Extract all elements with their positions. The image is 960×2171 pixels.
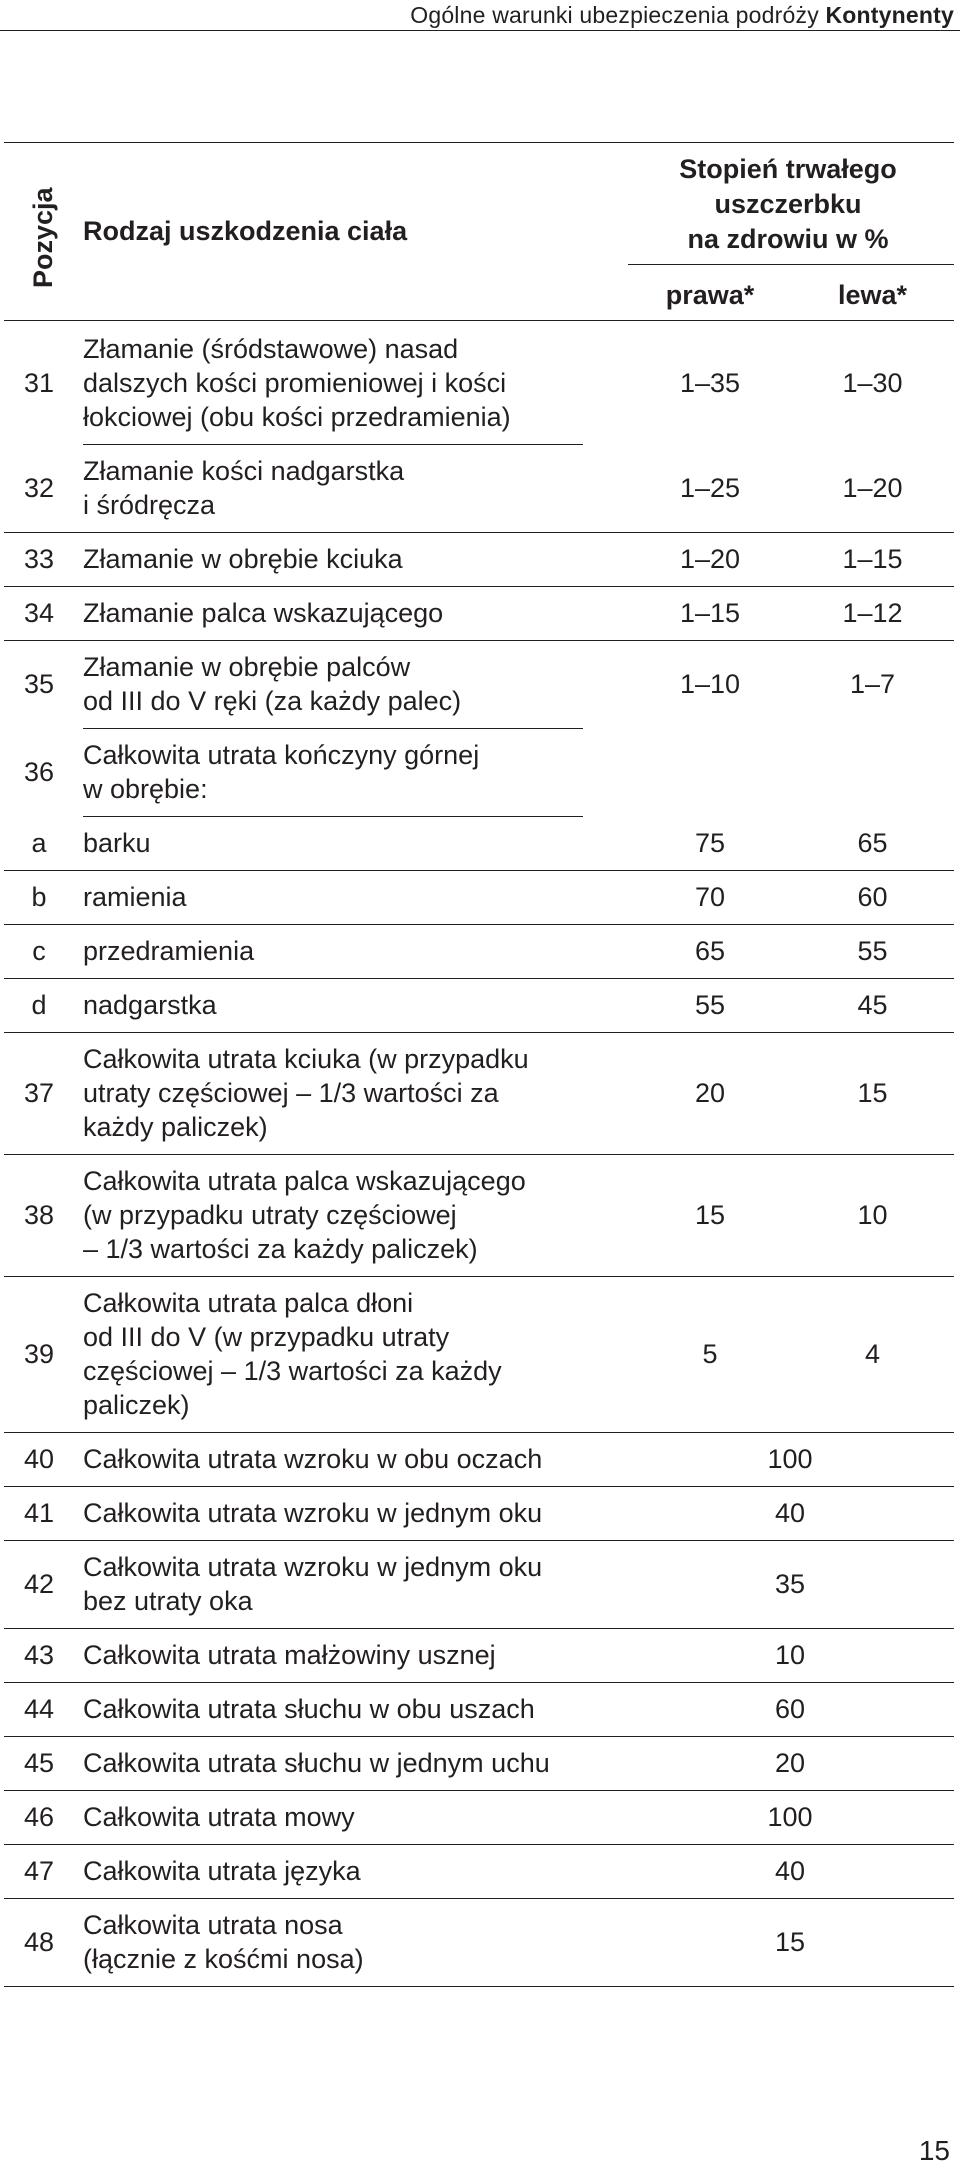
row-position: 38: [23, 1200, 55, 1230]
row-description-line: ramienia: [83, 882, 187, 912]
row-value-right: 1–20: [679, 544, 741, 574]
column-header-degree-3: na zdrowiu w %: [687, 224, 889, 254]
row-value-left: 15: [857, 1078, 888, 1108]
row-description-line: Całkowita utrata języka: [83, 1856, 361, 1886]
header-bottom-rule: [4, 320, 954, 321]
row-divider: [4, 1844, 954, 1845]
row-divider: [4, 1682, 954, 1683]
row-description-line: Całkowita utrata nosa: [83, 1910, 343, 1940]
column-header-right: prawa*: [665, 280, 755, 310]
row-description-line: bez utraty oka: [83, 1586, 253, 1616]
row-value-right: 75: [694, 828, 726, 858]
row-divider: [4, 640, 954, 641]
row-value-both: 100: [767, 1802, 813, 1832]
row-description-line: Złamanie palca wskazującego: [83, 598, 444, 628]
row-description-line: od III do V ręki (za każdy palec): [83, 686, 462, 716]
row-description-line: Całkowita utrata wzroku w obu oczach: [83, 1444, 543, 1474]
row-divider: [4, 1032, 954, 1033]
page-number: 15: [918, 2135, 950, 2166]
row-description-line: od III do V (w przypadku utraty: [83, 1322, 450, 1352]
row-position: a: [31, 828, 47, 858]
column-header-position: Pozycja: [28, 187, 58, 288]
row-description-line: i śródręcza: [83, 490, 216, 520]
row-description-line: nadgarstka: [83, 990, 217, 1020]
row-value-right: 65: [694, 936, 726, 966]
row-divider: [4, 870, 954, 871]
column-header-degree-1: Stopień trwałego: [679, 154, 897, 184]
row-divider: [4, 1736, 954, 1737]
row-value-left: 1–12: [842, 598, 903, 628]
row-value-both: 20: [774, 1748, 806, 1778]
row-description-line: dalszych kości promieniowej i kości: [83, 368, 507, 398]
row-position: 31: [23, 368, 55, 398]
row-description-line: barku: [83, 828, 151, 858]
row-description-line: Całkowita utrata wzroku w jednym oku: [83, 1498, 543, 1528]
row-value-both: 35: [774, 1569, 806, 1599]
row-divider: [4, 1432, 954, 1433]
row-position: 47: [23, 1856, 55, 1886]
row-position: 44: [23, 1694, 55, 1724]
table-bottom-rule: [4, 1986, 954, 1987]
row-divider: [4, 978, 954, 979]
row-divider: [83, 816, 583, 817]
row-description-line: paliczek): [83, 1390, 190, 1420]
row-description-line: Całkowita utrata słuchu w jednym uchu: [83, 1748, 550, 1778]
row-value-left: 45: [857, 990, 888, 1020]
row-description-line: (łącznie z kośćmi nosa): [83, 1944, 364, 1974]
row-value-left: 1–7: [849, 669, 896, 699]
row-divider: [4, 532, 954, 533]
row-divider: [4, 924, 954, 925]
row-position: 40: [23, 1444, 55, 1474]
table-top-rule: [4, 142, 954, 143]
row-description-line: Całkowita utrata kończyny górnej: [83, 740, 480, 770]
row-value-both: 40: [774, 1856, 806, 1886]
row-description-line: Całkowita utrata mowy: [83, 1802, 355, 1832]
row-divider: [83, 444, 583, 445]
row-divider: [4, 1790, 954, 1791]
row-description-line: łokciowej (obu kości przedramienia): [83, 402, 511, 432]
row-value-right: 55: [694, 990, 726, 1020]
row-position: d: [31, 990, 47, 1020]
row-description-line: przedramienia: [83, 936, 255, 966]
row-value-left: 10: [857, 1200, 888, 1230]
row-position: 33: [23, 544, 55, 574]
row-position: 41: [23, 1498, 55, 1528]
row-value-right: 20: [694, 1078, 726, 1108]
row-description-line: Całkowita utrata słuchu w obu uszach: [83, 1694, 535, 1724]
row-divider: [4, 1276, 954, 1277]
row-description-line: Całkowita utrata palca wskazującego: [83, 1166, 526, 1196]
row-description-line: (w przypadku utraty częściowej: [83, 1200, 457, 1230]
row-value-left: 4: [864, 1339, 881, 1369]
row-value-right: 1–35: [679, 368, 741, 398]
row-position: 32: [23, 473, 55, 503]
row-position: 46: [23, 1802, 55, 1832]
row-position: c: [32, 936, 46, 966]
row-divider: [4, 1628, 954, 1629]
row-description-line: utraty częściowej – 1/3 wartości za: [83, 1078, 499, 1108]
row-value-right: 15: [694, 1200, 726, 1230]
header-product: Kontynenty: [825, 2, 954, 28]
row-value-both: 15: [774, 1927, 806, 1957]
row-description-line: Złamanie w obrębie palców: [83, 652, 411, 682]
row-description-line: Złamanie (śródstawowe) nasad: [83, 334, 459, 364]
row-description-line: Całkowita utrata małżowiny usznej: [83, 1640, 496, 1670]
running-header: [0, 0, 960, 31]
row-position: 39: [23, 1339, 55, 1369]
column-header-type: Rodzaj uszkodzenia ciała: [83, 216, 408, 246]
row-divider: [4, 586, 954, 587]
row-description-line: w obrębie:: [83, 774, 208, 804]
row-divider: [4, 1898, 954, 1899]
row-value-right: 1–10: [679, 669, 741, 699]
row-value-right: 1–15: [679, 598, 741, 628]
row-divider: [4, 1486, 954, 1487]
row-position: 45: [23, 1748, 55, 1778]
row-value-left: 1–15: [842, 544, 903, 574]
row-value-both: 40: [774, 1498, 806, 1528]
column-header-degree-2: uszczerbku: [714, 189, 862, 219]
row-value-right: 70: [694, 882, 726, 912]
row-description-line: częściowej – 1/3 wartości za każdy: [83, 1356, 502, 1386]
row-position: b: [31, 882, 47, 912]
row-description-line: każdy paliczek): [83, 1112, 268, 1142]
row-position: 48: [23, 1927, 55, 1957]
row-position: 42: [23, 1569, 55, 1599]
row-position: 34: [23, 598, 55, 628]
row-value-right: 5: [702, 1339, 718, 1369]
row-divider: [4, 1540, 954, 1541]
row-description-line: Całkowita utrata palca dłoni: [83, 1288, 414, 1318]
row-divider: [4, 1154, 954, 1155]
row-divider: [83, 728, 583, 729]
row-value-left: 60: [857, 882, 888, 912]
row-description-line: Złamanie kości nadgarstka: [83, 456, 405, 486]
column-header-left: lewa*: [837, 280, 908, 310]
row-value-left: 1–30: [842, 368, 903, 398]
row-value-right: 1–25: [679, 473, 741, 503]
row-description-line: Całkowita utrata wzroku w jednym oku: [83, 1552, 543, 1582]
row-position: 36: [23, 757, 55, 787]
row-value-left: 1–20: [842, 473, 903, 503]
row-position: 37: [23, 1078, 55, 1108]
degree-subheader-rule: [628, 264, 954, 265]
row-value-both: 10: [774, 1640, 806, 1670]
row-description-line: Całkowita utrata kciuka (w przypadku: [83, 1044, 529, 1074]
row-description-line: – 1/3 wartości za każdy paliczek): [83, 1234, 478, 1264]
header-title: Ogólne warunki ubezpieczenia podróży: [410, 2, 819, 28]
row-value-both: 60: [774, 1694, 806, 1724]
row-description-line: Złamanie w obrębie kciuka: [83, 544, 403, 574]
row-position: 43: [23, 1640, 55, 1670]
row-value-left: 65: [857, 828, 888, 858]
row-value-left: 55: [857, 936, 888, 966]
row-value-both: 100: [767, 1444, 813, 1474]
row-position: 35: [23, 669, 55, 699]
